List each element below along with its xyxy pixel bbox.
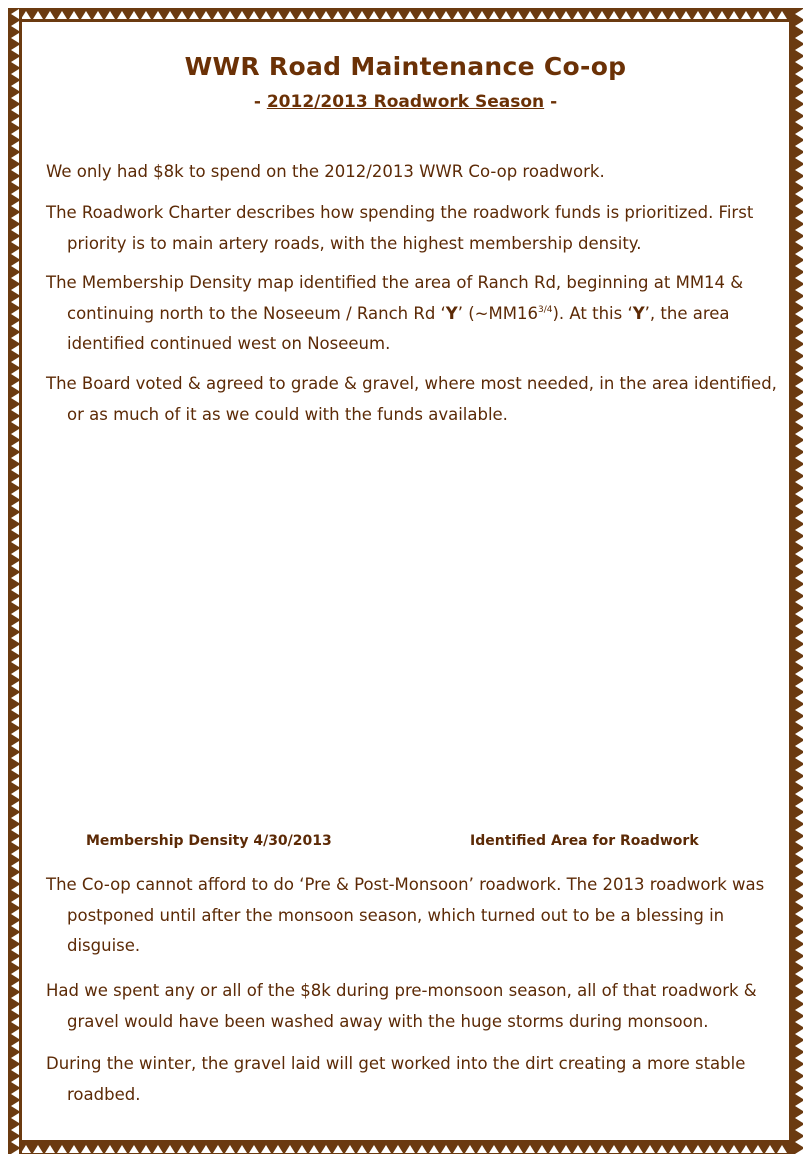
p3-part-d: ’, the area identified continued west on Noseeum.	[67, 303, 730, 353]
subtitle-text: 2012/2013 Roadwork Season	[266, 92, 545, 112]
caption-identified-area: Identified Area for Roadwork	[470, 833, 699, 849]
p3-part-a: The Membership Density map identified the area of Ranch Rd, beginning at MM14 & continuing north to the Noseeum / Ranch Rd ‘	[46, 273, 744, 323]
document-page	[26, 26, 785, 1136]
map-images-area	[46, 431, 766, 821]
paragraph-density-map	[46, 268, 797, 360]
p3-part-b: ’ (~MM16	[457, 303, 538, 323]
page-subtitle	[26, 92, 785, 112]
mile-fraction: 3/4	[537, 304, 553, 315]
paragraph-winter: During the winter, the gravel laid will get worked into the dirt creating a more stable roadbed.	[46, 1054, 746, 1104]
paragraph-charter: The Roadwork Charter describes how spending the roadwork funds is prioritized. First priority is to main artery roads, with the highest membership density.	[46, 203, 754, 253]
y-letter-1: Y	[445, 303, 458, 323]
paragraph-budget: We only had $8k to spend on the 2012/2013 WWR Co-op roadwork.	[46, 162, 605, 181]
subtitle-dash-left: -	[253, 92, 267, 112]
subtitle-dash-right: -	[544, 92, 558, 112]
caption-membership-density: Membership Density 4/30/2013	[86, 833, 332, 849]
p3-part-c: ). At this ‘	[552, 303, 633, 323]
paragraph-board-vote: The Board voted & agreed to grade & gravel, where most needed, in the area identified, or as much of it as we could with the funds available.	[46, 374, 777, 424]
y-letter-2: Y	[632, 303, 645, 323]
paragraph-pre-monsoon: Had we spent any or all of the $8k during pre-monsoon season, all of that roadwork & gravel would have been washed away with the huge storms during monsoon.	[46, 981, 757, 1031]
paragraph-monsoon: The Co-op cannot afford to do ‘Pre & Post-Monsoon’ roadwork. The 2013 roadwork was postponed until after the monsoon season, which turned out to be a blessing in disguise.	[46, 875, 765, 955]
page-title: WWR Road Maintenance Co-op	[184, 52, 627, 81]
